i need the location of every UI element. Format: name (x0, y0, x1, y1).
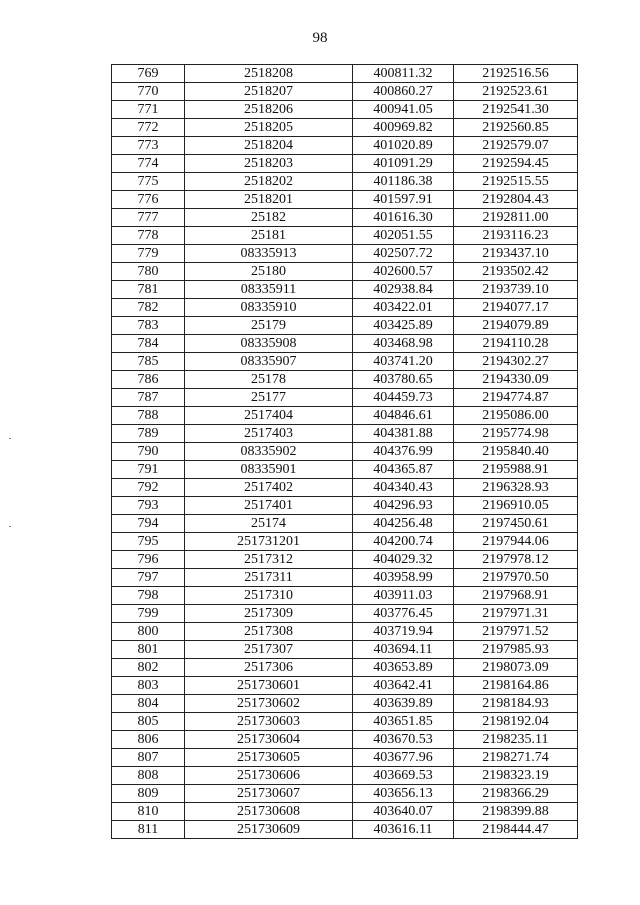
x-coordinate-cell: 404296.93 (353, 497, 454, 515)
table-row (112, 605, 578, 623)
y-coordinate-cell: 2193739.10 (454, 281, 578, 299)
row-number-cell: 773 (112, 137, 185, 155)
point-id-cell: 25180 (185, 263, 353, 281)
y-coordinate-cell: 2198184.93 (454, 695, 578, 713)
row-number-cell: 797 (112, 569, 185, 587)
table-row (112, 353, 578, 371)
table-row (112, 317, 578, 335)
row-number-cell: 774 (112, 155, 185, 173)
table-row (112, 299, 578, 317)
point-id-cell: 2518206 (185, 101, 353, 119)
y-coordinate-cell: 2192516.56 (454, 65, 578, 83)
row-number-cell: 787 (112, 389, 185, 407)
point-id-cell: 08335901 (185, 461, 353, 479)
x-coordinate-cell: 401020.89 (353, 137, 454, 155)
y-coordinate-cell: 2198366.29 (454, 785, 578, 803)
y-coordinate-cell: 2198444.47 (454, 821, 578, 839)
x-coordinate-cell: 403651.85 (353, 713, 454, 731)
point-id-cell: 25182 (185, 209, 353, 227)
point-id-cell: 2517306 (185, 659, 353, 677)
y-coordinate-cell: 2193502.42 (454, 263, 578, 281)
x-coordinate-cell: 404200.74 (353, 533, 454, 551)
table-row (112, 245, 578, 263)
point-id-cell: 2517307 (185, 641, 353, 659)
x-coordinate-cell: 403425.89 (353, 317, 454, 335)
point-id-cell: 251731201 (185, 533, 353, 551)
coordinates-table (111, 64, 578, 839)
point-id-cell: 08335913 (185, 245, 353, 263)
table-row (112, 281, 578, 299)
point-id-cell: 2518202 (185, 173, 353, 191)
table-row (112, 119, 578, 137)
table-row (112, 479, 578, 497)
table-row (112, 641, 578, 659)
row-number-cell: 770 (112, 83, 185, 101)
table-row (112, 659, 578, 677)
row-number-cell: 776 (112, 191, 185, 209)
table-row (112, 65, 578, 83)
y-coordinate-cell: 2198235.11 (454, 731, 578, 749)
y-coordinate-cell: 2197970.50 (454, 569, 578, 587)
y-coordinate-cell: 2194302.27 (454, 353, 578, 371)
row-number-cell: 804 (112, 695, 185, 713)
row-number-cell: 790 (112, 443, 185, 461)
y-coordinate-cell: 2197971.52 (454, 623, 578, 641)
x-coordinate-cell: 403958.99 (353, 569, 454, 587)
y-coordinate-cell: 2192515.55 (454, 173, 578, 191)
table-row (112, 749, 578, 767)
row-number-cell: 801 (112, 641, 185, 659)
point-id-cell: 2517404 (185, 407, 353, 425)
row-number-cell: 784 (112, 335, 185, 353)
x-coordinate-cell: 403694.11 (353, 641, 454, 659)
point-id-cell: 251730602 (185, 695, 353, 713)
table-row (112, 173, 578, 191)
y-coordinate-cell: 2198323.19 (454, 767, 578, 785)
x-coordinate-cell: 403776.45 (353, 605, 454, 623)
x-coordinate-cell: 404381.88 (353, 425, 454, 443)
point-id-cell: 251730607 (185, 785, 353, 803)
point-id-cell: 2517308 (185, 623, 353, 641)
table-row (112, 623, 578, 641)
point-id-cell: 08335911 (185, 281, 353, 299)
row-number-cell: 808 (112, 767, 185, 785)
y-coordinate-cell: 2192804.43 (454, 191, 578, 209)
point-id-cell: 2517402 (185, 479, 353, 497)
row-number-cell: 778 (112, 227, 185, 245)
point-id-cell: 251730608 (185, 803, 353, 821)
point-id-cell: 251730604 (185, 731, 353, 749)
x-coordinate-cell: 402051.55 (353, 227, 454, 245)
y-coordinate-cell: 2193437.10 (454, 245, 578, 263)
x-coordinate-cell: 400811.32 (353, 65, 454, 83)
y-coordinate-cell: 2194077.17 (454, 299, 578, 317)
x-coordinate-cell: 403656.13 (353, 785, 454, 803)
y-coordinate-cell: 2193116.23 (454, 227, 578, 245)
y-coordinate-cell: 2195988.91 (454, 461, 578, 479)
x-coordinate-cell: 403719.94 (353, 623, 454, 641)
y-coordinate-cell: 2192541.30 (454, 101, 578, 119)
point-id-cell: 25174 (185, 515, 353, 533)
point-id-cell: 25181 (185, 227, 353, 245)
x-coordinate-cell: 404029.32 (353, 551, 454, 569)
x-coordinate-cell: 401091.29 (353, 155, 454, 173)
row-number-cell: 777 (112, 209, 185, 227)
table-row (112, 335, 578, 353)
y-coordinate-cell: 2194110.28 (454, 335, 578, 353)
margin-speck (9, 438, 11, 439)
row-number-cell: 809 (112, 785, 185, 803)
table-row (112, 695, 578, 713)
x-coordinate-cell: 403670.53 (353, 731, 454, 749)
y-coordinate-cell: 2192523.61 (454, 83, 578, 101)
point-id-cell: 251730605 (185, 749, 353, 767)
x-coordinate-cell: 402600.57 (353, 263, 454, 281)
y-coordinate-cell: 2197450.61 (454, 515, 578, 533)
x-coordinate-cell: 403468.98 (353, 335, 454, 353)
row-number-cell: 782 (112, 299, 185, 317)
y-coordinate-cell: 2192579.07 (454, 137, 578, 155)
table-row (112, 821, 578, 839)
row-number-cell: 810 (112, 803, 185, 821)
table-row (112, 533, 578, 551)
row-number-cell: 769 (112, 65, 185, 83)
table-row (112, 515, 578, 533)
point-id-cell: 2517309 (185, 605, 353, 623)
table-row (112, 425, 578, 443)
point-id-cell: 2517310 (185, 587, 353, 605)
x-coordinate-cell: 403639.89 (353, 695, 454, 713)
point-id-cell: 251730606 (185, 767, 353, 785)
point-id-cell: 2518201 (185, 191, 353, 209)
row-number-cell: 799 (112, 605, 185, 623)
table-row (112, 137, 578, 155)
table-row (112, 191, 578, 209)
table-row (112, 83, 578, 101)
y-coordinate-cell: 2197968.91 (454, 587, 578, 605)
table-row (112, 731, 578, 749)
row-number-cell: 800 (112, 623, 185, 641)
y-coordinate-cell: 2197944.06 (454, 533, 578, 551)
point-id-cell: 2518204 (185, 137, 353, 155)
x-coordinate-cell: 403422.01 (353, 299, 454, 317)
row-number-cell: 806 (112, 731, 185, 749)
table-row (112, 407, 578, 425)
y-coordinate-cell: 2197985.93 (454, 641, 578, 659)
y-coordinate-cell: 2192594.45 (454, 155, 578, 173)
point-id-cell: 08335908 (185, 335, 353, 353)
row-number-cell: 802 (112, 659, 185, 677)
table-row (112, 767, 578, 785)
row-number-cell: 789 (112, 425, 185, 443)
table-row (112, 803, 578, 821)
table-row (112, 101, 578, 119)
x-coordinate-cell: 403741.20 (353, 353, 454, 371)
table-row (112, 155, 578, 173)
point-id-cell: 25179 (185, 317, 353, 335)
y-coordinate-cell: 2195774.98 (454, 425, 578, 443)
coordinates-table-body (112, 65, 578, 839)
row-number-cell: 779 (112, 245, 185, 263)
table-row (112, 227, 578, 245)
point-id-cell: 25177 (185, 389, 353, 407)
y-coordinate-cell: 2195840.40 (454, 443, 578, 461)
y-coordinate-cell: 2194330.09 (454, 371, 578, 389)
x-coordinate-cell: 403640.07 (353, 803, 454, 821)
x-coordinate-cell: 404846.61 (353, 407, 454, 425)
x-coordinate-cell: 403677.96 (353, 749, 454, 767)
table-row (112, 677, 578, 695)
point-id-cell: 251730609 (185, 821, 353, 839)
row-number-cell: 798 (112, 587, 185, 605)
x-coordinate-cell: 404376.99 (353, 443, 454, 461)
margin-speck (9, 526, 11, 527)
table-row (112, 785, 578, 803)
table-row (112, 551, 578, 569)
x-coordinate-cell: 403780.65 (353, 371, 454, 389)
y-coordinate-cell: 2198399.88 (454, 803, 578, 821)
row-number-cell: 781 (112, 281, 185, 299)
table-row (112, 209, 578, 227)
x-coordinate-cell: 403642.41 (353, 677, 454, 695)
row-number-cell: 786 (112, 371, 185, 389)
row-number-cell: 796 (112, 551, 185, 569)
y-coordinate-cell: 2197978.12 (454, 551, 578, 569)
table-row (112, 371, 578, 389)
row-number-cell: 793 (112, 497, 185, 515)
point-id-cell: 2518205 (185, 119, 353, 137)
y-coordinate-cell: 2192560.85 (454, 119, 578, 137)
x-coordinate-cell: 404340.43 (353, 479, 454, 497)
x-coordinate-cell: 403616.11 (353, 821, 454, 839)
point-id-cell: 08335902 (185, 443, 353, 461)
x-coordinate-cell: 404365.87 (353, 461, 454, 479)
y-coordinate-cell: 2195086.00 (454, 407, 578, 425)
y-coordinate-cell: 2196328.93 (454, 479, 578, 497)
point-id-cell: 2518207 (185, 83, 353, 101)
point-id-cell: 08335907 (185, 353, 353, 371)
y-coordinate-cell: 2192811.00 (454, 209, 578, 227)
row-number-cell: 811 (112, 821, 185, 839)
x-coordinate-cell: 403911.03 (353, 587, 454, 605)
x-coordinate-cell: 401616.30 (353, 209, 454, 227)
table-row (112, 461, 578, 479)
table-row (112, 263, 578, 281)
row-number-cell: 780 (112, 263, 185, 281)
point-id-cell: 251730603 (185, 713, 353, 731)
row-number-cell: 785 (112, 353, 185, 371)
row-number-cell: 771 (112, 101, 185, 119)
y-coordinate-cell: 2197971.31 (454, 605, 578, 623)
point-id-cell: 2518208 (185, 65, 353, 83)
x-coordinate-cell: 402507.72 (353, 245, 454, 263)
row-number-cell: 772 (112, 119, 185, 137)
row-number-cell: 792 (112, 479, 185, 497)
row-number-cell: 805 (112, 713, 185, 731)
y-coordinate-cell: 2194079.89 (454, 317, 578, 335)
table-row (112, 569, 578, 587)
row-number-cell: 775 (112, 173, 185, 191)
row-number-cell: 791 (112, 461, 185, 479)
x-coordinate-cell: 402938.84 (353, 281, 454, 299)
point-id-cell: 251730601 (185, 677, 353, 695)
y-coordinate-cell: 2194774.87 (454, 389, 578, 407)
table-row (112, 389, 578, 407)
table-row (112, 587, 578, 605)
table-row (112, 713, 578, 731)
y-coordinate-cell: 2198164.86 (454, 677, 578, 695)
point-id-cell: 2517312 (185, 551, 353, 569)
point-id-cell: 2517401 (185, 497, 353, 515)
y-coordinate-cell: 2198073.09 (454, 659, 578, 677)
x-coordinate-cell: 403653.89 (353, 659, 454, 677)
x-coordinate-cell: 401597.91 (353, 191, 454, 209)
table-row (112, 497, 578, 515)
y-coordinate-cell: 2198271.74 (454, 749, 578, 767)
x-coordinate-cell: 400860.27 (353, 83, 454, 101)
x-coordinate-cell: 404459.73 (353, 389, 454, 407)
point-id-cell: 08335910 (185, 299, 353, 317)
y-coordinate-cell: 2196910.05 (454, 497, 578, 515)
row-number-cell: 794 (112, 515, 185, 533)
y-coordinate-cell: 2198192.04 (454, 713, 578, 731)
row-number-cell: 783 (112, 317, 185, 335)
x-coordinate-cell: 404256.48 (353, 515, 454, 533)
point-id-cell: 25178 (185, 371, 353, 389)
point-id-cell: 2517311 (185, 569, 353, 587)
point-id-cell: 2517403 (185, 425, 353, 443)
x-coordinate-cell: 400941.05 (353, 101, 454, 119)
table-row (112, 443, 578, 461)
row-number-cell: 807 (112, 749, 185, 767)
x-coordinate-cell: 400969.82 (353, 119, 454, 137)
row-number-cell: 788 (112, 407, 185, 425)
x-coordinate-cell: 401186.38 (353, 173, 454, 191)
row-number-cell: 803 (112, 677, 185, 695)
x-coordinate-cell: 403669.53 (353, 767, 454, 785)
page-number: 98 (312, 30, 328, 46)
row-number-cell: 795 (112, 533, 185, 551)
point-id-cell: 2518203 (185, 155, 353, 173)
